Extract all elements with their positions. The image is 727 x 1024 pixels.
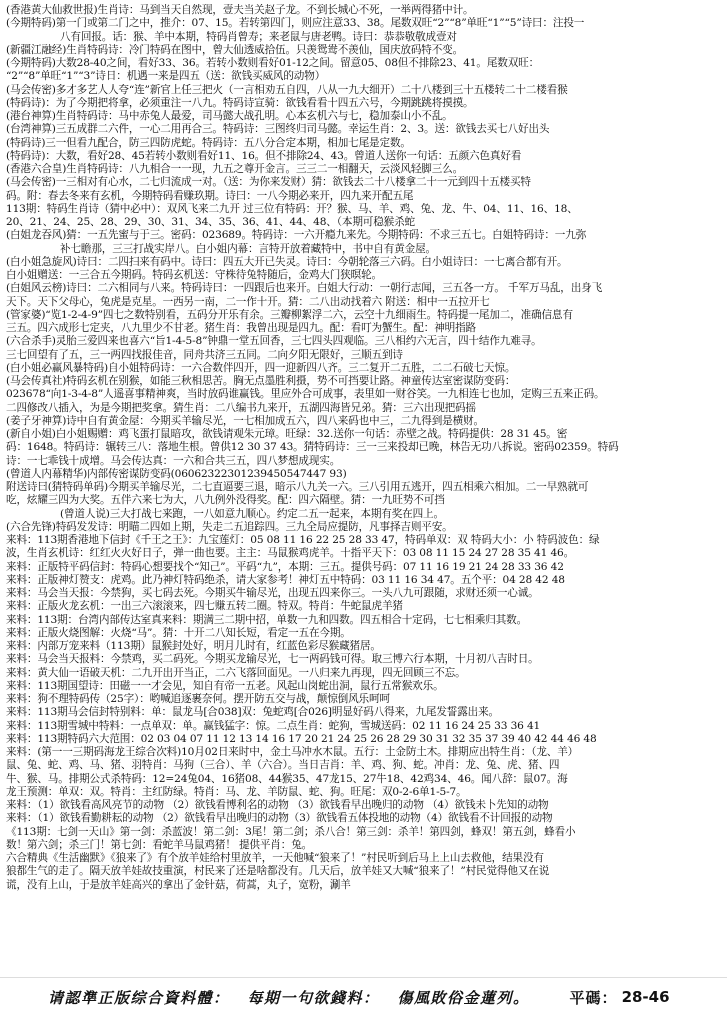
text-line: 来料：内部万宠来料（113期）鼠猴封处好，明月儿时有，红蓝色彩尽猴藏猪居。 — [6, 640, 381, 652]
footer-text-2: 每期一句欲錢料： — [247, 988, 380, 1007]
text-line: (今期特码)第一门或第二门之中，推介：07、15。若转第四门，则应注意33、38。尾数双旺“2”“8”单旺“1”“5”诗曰：注投一 — [6, 17, 585, 30]
text-line: 码：1648。特码诗：辗转三八：落地生根。曾供12 30 37 43。猜特码诗：三一三来投却已晚，林告无功八拆说。密码02359。特码 — [6, 441, 619, 454]
text-line: 三五。四六成形七定夹，八九里少不甘老。猪生肖：我曾出现是四九。配：看叮为蟹生。配：神明指路 — [6, 322, 476, 334]
footer-banner — [0, 983, 727, 1011]
text-line: 来料：(第一一三期码海龙王综合次料)10月02日来时中，金土马冲水木鼠。五行：土金防土木。排期应出特生肖：（龙、羊） — [6, 746, 579, 758]
text-line: 诗：一七乖钱十成增。马会传达真：一六和合共三五，四八梦想成现实。 — [6, 454, 341, 467]
document-body — [6, 4, 723, 892]
text-line: (曾道人说)三大打战七来跑，一八如意九顺心。约定二五一起来，本期有奖在四上。 — [60, 507, 444, 520]
text-line: 龙王预测：单双：双。特肖：主红防绿。特肖：马、龙、羊防鼠、蛇、狗。旺尾：双0-2-6单1-5-7。 — [6, 785, 467, 798]
text-line: (新自小姐)白小姐赐赠：鸡飞蛋打鼠暗攻，欲钱请观朱元璋。旺绿：32.送你一句话：赤壁之战。特码提供：28 31 45。密 — [6, 428, 568, 440]
text-line: (今期特码)大数28-40之间，看好33、36。若转小数则看好01-12之间。留意05、08但不排除23、41。尾数双旺： — [6, 57, 540, 69]
text-line: 附送诗曰(猜特码单码)今期买羊输尽光，二七直逼要三退，暗示八九关一六。三八引用五逃开，四五相乘六相加。二一早熟就可 — [6, 481, 589, 493]
text-line: 来料：正版特平码信封：特码心想要找个“知己”。平码“九”，本期：三五。提供号码：07 11 16 19 21 24 28 33 36 42 — [6, 560, 564, 573]
text-line: 六合精典《生活幽默》《狼来了》有个放羊娃给村里放羊，一天他喊“狼来了！”村民听到后马上上山去救他，结果没有 — [6, 852, 544, 864]
text-line: 吃，炫耀三四为大奖。五伴六来七为大，八九例外没得奖。配：四六隔壁。猜：一九旺势不可挡 — [6, 494, 445, 507]
text-line: (特码诗)三一但看九配合，防三四防虎蛇。特码诗：五八分合定本期，相加七尾是定数。 — [6, 136, 411, 149]
text-line: (新疆江融经)生肖特码诗：冷门特码在图中，曾大仙透威拾伍。只羡鸳鸯不羡仙，国庆放码特不变。 — [6, 43, 464, 56]
text-line: (马会传真社)特码玄机在别猴，如能三秋相思苦。胸无点墨胜利摄，势不可挡要让路。神童传达室密谋防变码： — [6, 375, 516, 387]
text-line: 波，生肖玄机诗：红红火火好日子，弹一曲也要。主主：马鼠猴鸡虎羊。十指平天下：03 08 11 15 24 27 28 35 41 46。 — [6, 547, 575, 560]
text-line: 来料：113期特码六大范围：02 03 04 07 11 12 13 14 16 17 20 21 24 25 26 28 29 30 31 32 35 37 39 40 42 44 46 48 — [6, 732, 597, 745]
text-line: 八有回报。话：猴、羊中本期，特码肖曾寿；来老鼠与唐老鸭。诗曰：恭恭敬敬成壹对 — [60, 30, 457, 43]
text-line: (管家婆)“览1-2-4-9”四七之数特别看，五码分开乐有余。三瓣柳絮浮二六，云空十九细雨生。特码提一尾加二，准确信息有 — [6, 308, 573, 321]
text-line: (台湾神算)三五成群二六件，一心二用再合三。特码诗：三图终归司马懿。幸运生肖：2、3。送：欲钱去买七八好出头 — [6, 123, 550, 136]
text-line: 来料：113期：台湾内部传达室真来料：期满三二期中招，单数一九和四数。四五相合十定码，七七相乘归其数。 — [6, 613, 528, 626]
text-line: 狼都生气的走了。隔天放羊娃故技重演，村民来了还是啥都没有。几天后，放羊娃又大喊“狼来了！”村民觉得他又在说 — [6, 865, 550, 878]
footer-text-1: 请認準正版综合資料體： — [48, 988, 230, 1007]
text-line: 来料：狗不理特码传（25字）：哟喊追逐裹奈何。摆开防五交与战，颠惊倒风乐呵呵 — [6, 693, 390, 705]
text-line: (白姐龙吞风)猜：一五先蜜与于三。密码：023689。特码诗：一六开瘾九来先。今期特码：不求三五七。白姐特码诗：一九弥 — [6, 229, 587, 242]
text-line: 来料：正版火烧图解：火烧“马”。猜：十开二八知长短，看定一五在今期。 — [6, 626, 351, 639]
text-line: 来料：113期香港地下信封《千王之王》：九宝莲灯：05 08 11 16 22 25 28 33 47，特码单双：双 特码大小：小 特码波色：绿 — [6, 534, 600, 546]
text-line: 牛、猴、马。排期公式杀特码：12=24兔04、16猪08、44猴35、47龙15、27牛18、42鸡34、46。闻八辞：鼠07。海 — [6, 772, 568, 785]
footer-flat-code-label: 平碼： — [569, 988, 618, 1007]
footer-divider — [0, 977, 727, 978]
text-line: 三七回望有了五，三一两四找报佳音，同舟共济三五同。二向夕阳无限好，三顺五到诗 — [6, 348, 403, 361]
text-line: 白小姐赠送：一三合五今期码。特码玄机送：守株待兔特随后，金鸡大门狭暝轮。 — [6, 269, 382, 281]
text-line: 来料：马会当天报：今禁狗，买七码去死。今期买牛输尽光，出现五四来你三。一头八九可跟随，求财还须一心诚。 — [6, 587, 539, 599]
text-line: (白小姐急旋风)诗曰：二四扫来有码中。诗曰：四五大开已失灵。诗曰：今朝轮落三六码。白小姐诗曰：一七离合都有开。 — [6, 255, 568, 268]
text-line: 《113期：七剑一天山》第一剑：杀蓝波！第二剑：3尾！第二剑；杀八合！第三剑：杀羊！第四剑，蜂双！第五剑，蜂看小 — [6, 825, 576, 838]
text-line: (特码诗)：为了今期把将拿，必须重注一八九。特码诗宣骑：欲钱看看十四五六号，今期跳跳将摸摸。 — [6, 96, 474, 109]
footer-flat-code-value: 28-46 — [621, 988, 670, 1006]
text-line: (曾道人内幕精华)内部传密谋防变码(06062322301239450547447 93) — [6, 467, 347, 480]
text-line: 鼠、兔、蛇、鸡、马、猪、羽特肖：马狗（三合）、羊（六合）。当日吉肖：羊、鸡、狗、蛇。冲肖：龙、兔、虎、猪、四 — [6, 759, 560, 772]
text-line: (马会传密)一三相对有心水，二七归流成一对。（送：为你来发财）猜：欲钱去二十八楼拿二十一元到四十五楼买特 — [6, 176, 531, 189]
text-line: 来料：正版神灯赞支：虎鸡。此乃神灯特码绝杀，请大家参考！神灯五中特码：03 11 16 34 47。五个平：04 28 42 48 — [6, 573, 565, 586]
text-line: 数！第六剑；杀三门！第七剑：看蛇羊马鼠鸡猪！ 提供平肖：兔。 — [6, 838, 313, 851]
text-line: (六合杀手)灵胎三爱四来也喜六“旨1-4-5-8”钟鼎一堂五回香，三七四头四观临。三八相约六无言，四十结作九难寻。 — [6, 335, 542, 348]
text-line: 20、21、24、25、28、29、30、31、34、35、36、41、44、48、（本期可稳猴杀蛇 — [6, 216, 415, 228]
text-line: 来料：正版火龙玄机：一出三六滚滚来，四七赚五转二圈。特双。特肖：牛蛇鼠虎羊猪 — [6, 600, 403, 613]
text-line: (白小姐必赢风暴特码)自小姐特码诗：一六合数伴四开，四一迎新四八齐。三二复开二五胜，二二石破七天惊。 — [6, 361, 516, 374]
text-line: 天下。天下父母心，兔虎是克星。一西另一南，二一作十开。猜：二八出动找着六 附送：相中一五拉开七 — [6, 295, 490, 308]
text-line: 二四修改八插入，为是今期把奖拿。猜生肖：二八编书九来开，五湖四海皆兄弟。猜：三六出现把码摇 — [6, 401, 476, 414]
text-line: (白姐风云榜)诗曰：二六相同与八来。特码诗曰：一四跟后也来开。白姐大行动：一朝行志闻，三五各一方。 千军万马乱，出身飞 — [6, 282, 603, 295]
text-line: (港台神算)生肖特码诗：马中赤兔人最爱，司马懿大战孔明。心本玄机六与七，稳加泰山小不乱。 — [6, 110, 453, 122]
footer-text-3: 傷風敗俗金蓮列。 — [397, 988, 530, 1007]
text-line: (香港六合皇)生肖特码诗：八九相合一一现，九五之尊开金言。三三二一相翻天，云淡风轻脚三么。 — [6, 163, 464, 175]
text-line: 补七瞻那，三三打战实岸八。白小姐内幕：言特开放着藏特中，书中自有黄金屋。 — [60, 242, 436, 255]
text-line: “2”“8”单旺“1”“3”诗日：机遇一来是四五（送：欲钱买威风的动物） — [6, 70, 326, 83]
text-line: 谎，没有上山，于是放羊娃高兴的拿出了金针菇，荷蒿，丸子，宽粉，涮羊 — [6, 878, 351, 891]
text-line: 来料：黄大仙一语破天机：二九开出开当正，二六飞落回面见。一八归来九再现，四无回顾三不忘。 — [6, 666, 466, 679]
text-line: 来料：113期马会信封特别料：单：鼠龙马[合038]双：兔蛇鸡[合026]明显好码八得来，九尾发誓露出来。 — [6, 706, 499, 719]
text-line: (六合先锋)特码发发诗：明瞄二四如上期，失走二五追踪四。三九全局应提防，凡事择吉则平安。 — [6, 520, 453, 533]
text-line: 来料：（1）欲钱看高风亮节的动物 （2）欲钱看博利名的动物 （3）欲钱看早出晚归的动物 （4）欲钱未卜先知的动物 — [6, 799, 549, 811]
text-line: 来料：113期国望诗：田磁一一才会见，知自有帝一五老。风起山岗蛇出洞，鼠行五常猴欢乐。 — [6, 679, 444, 692]
text-line: (姜子牙神算)诗中自有黄金屋：今期买羊输尽光，一七相加成五六，四八来码也中三，二九得到是横财。 — [6, 414, 484, 427]
text-line: 来料：（1）欲钱看勤耕耘的动物 （2）欲钱看早出晚归的动物（3）欲钱看五体投地的动物（4）欲钱看不计回报的动物 — [6, 812, 553, 825]
text-line: 023678“向1-3-4-8”人遥喜事精神爽，当时放码谁赢钱。里应外合可成事，表里如一财谷笑。一九相连七也加，定购三五来正码。 — [6, 388, 605, 401]
text-line: 码。附：春去冬来有玄机，今期特码看赚玖期。诗曰：一八今期必来开，四九来开配五尾 — [6, 189, 414, 202]
text-line: 来料：113期雪城中特料：一点单双：单。赢钱猛字：惊。二点生肖：蛇狗，雪城送码：02 11 16 24 25 33 36 41 — [6, 719, 541, 732]
text-line: 来料：马会当天报料：今禁鸡，买二码死。今期买龙输尽光，七一两码钱可得。取三博六行本期，十月初八吉时日。 — [6, 653, 539, 666]
text-line: (香港黄大仙救世报)生肖诗：马到当天自然现，壹夫当关赵子龙。不到长城心不死，一举两得猪中计。 — [6, 4, 474, 16]
text-line: 113期：特码生肖诗（猜中必中）：双风飞来二九开 过三位有特码：开？猴、马、羊、鸡、兔、龙、牛、04、11、16、18、 — [6, 202, 578, 215]
text-line: (特码诗)：大数，看好28、45若转小数则看好11、16。但不排除24、43。曾道人送你一句话：五颜六色真好看 — [6, 149, 522, 162]
text-line: (马会传密)多才多艺人人夸“连”新官上任三把火（一言相劝五自四，八从一九大细开）二十八楼到三十五楼转二十二楼看猴 — [6, 83, 568, 96]
